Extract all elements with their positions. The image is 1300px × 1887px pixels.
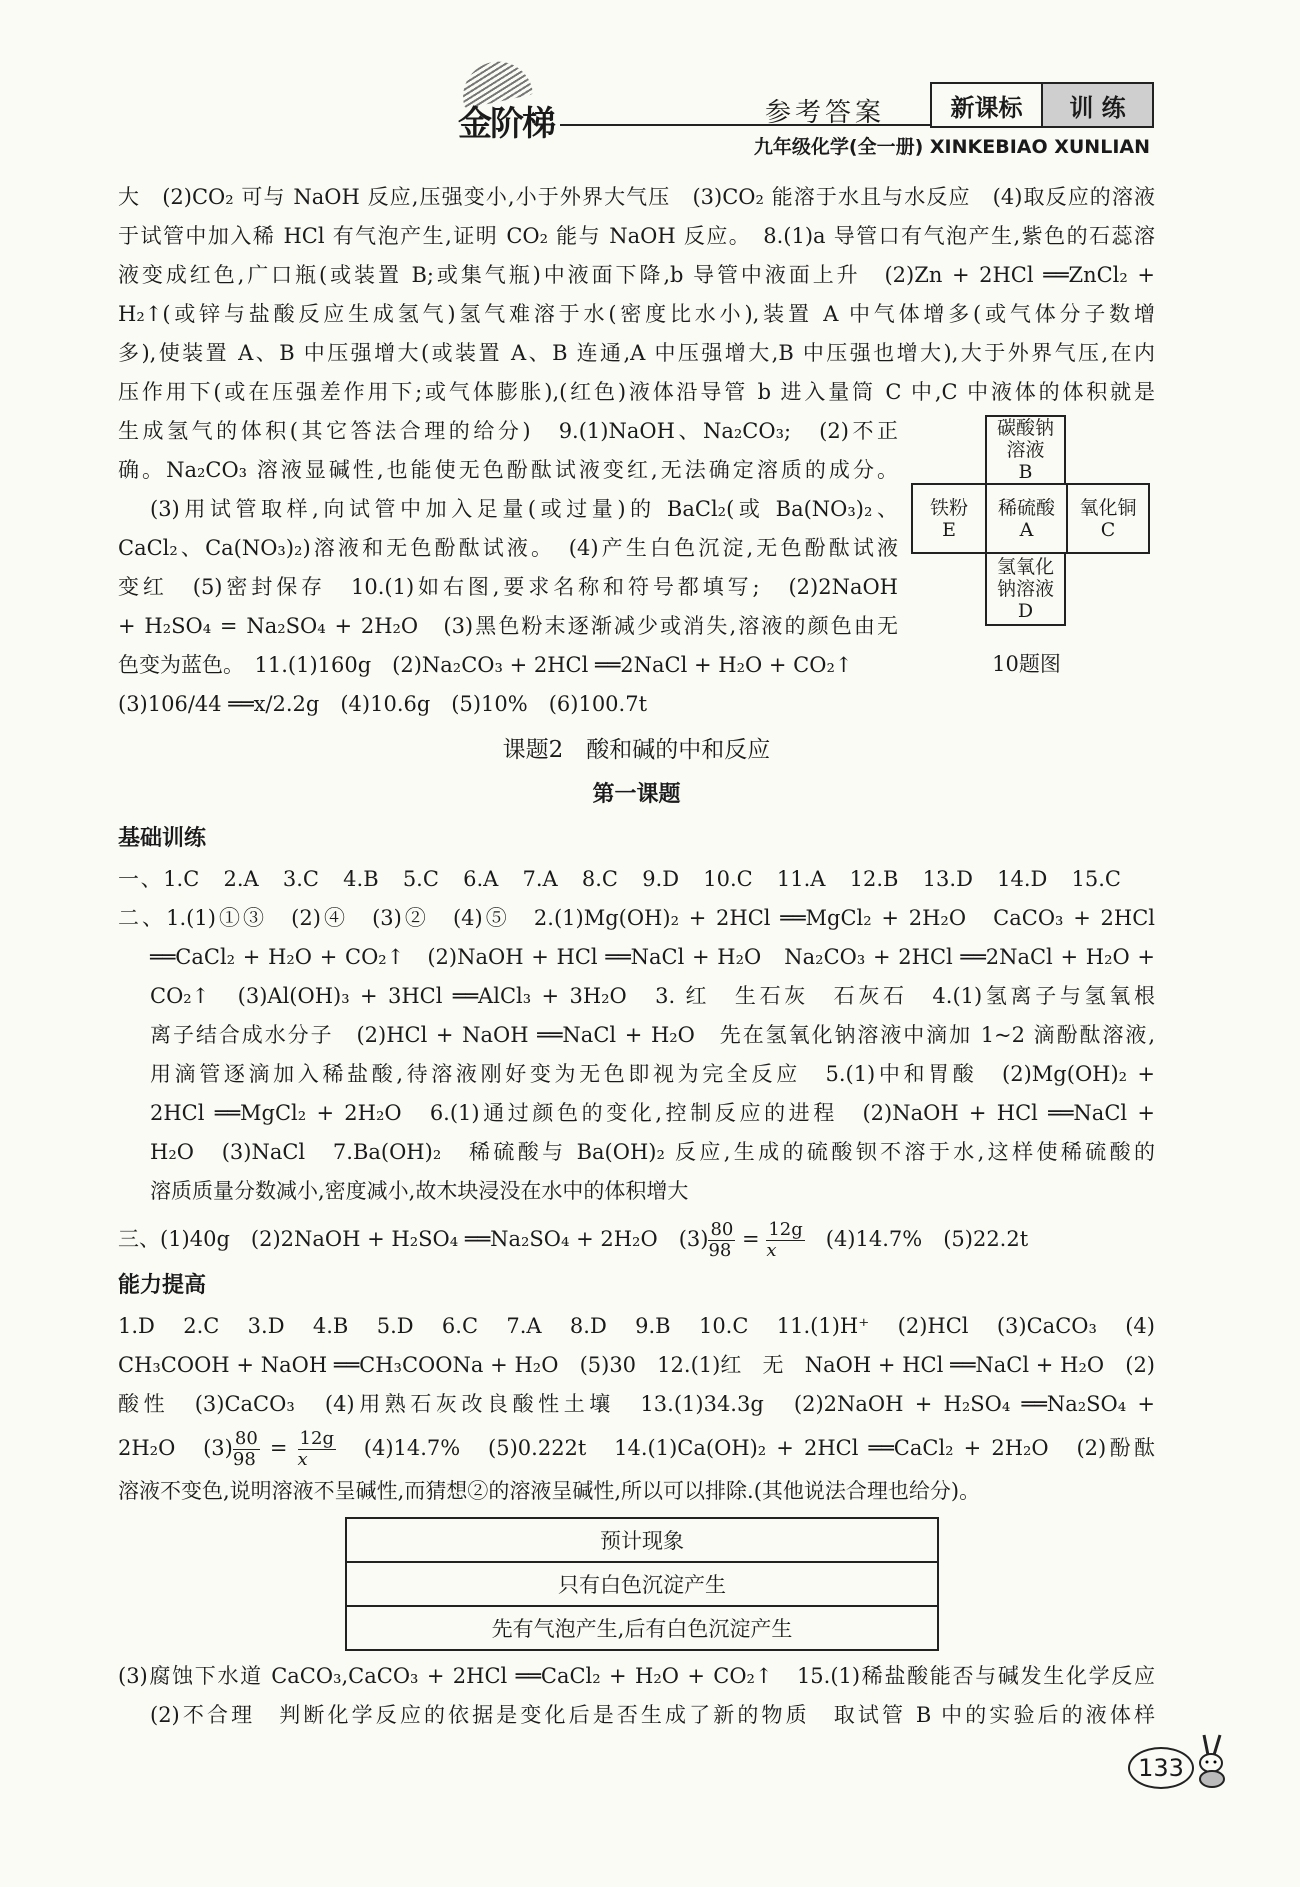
advanced-heading: 能力提高 [118,1272,207,1298]
text-line: 色变为蓝色。 11.(1)160g (2)Na₂CO₃ + 2HCl ══2NaCl + H₂O + CO₂↑ [118,653,853,677]
text-line: 溶质质量分数减小,密度减小,故木块浸没在水中的体积增大 [150,1179,689,1203]
numerator: 80 [234,1428,258,1449]
box-symbol: A [1019,518,1034,541]
text-line: 多),使装置 A、B 中压强增大(或装置 A、B 连通,A 中压强增大,B 中压强也增大),大于外界气压,在内 [118,341,1155,365]
text-line: (3)腐蚀下水道 CaCO₃,CaCO₃ + 2HCl ══CaCl₂ + H₂O + CO₂↑ 15.(1)稀盐酸能否与碱发生化学反应 [118,1664,1155,1688]
advanced-section [118,1263,1155,1735]
answer-label: 参考答案 [765,98,886,128]
text-segment: (4)14.7% (5)22.2t [804,1227,1029,1251]
text-line: 酸性 (3)CaCO₃ (4)用熟石灰改良酸性土壤 13.(1)34.3g (2)2NaOH + H₂SO₄ ══Na₂SO₄ + [118,1392,1155,1416]
denominator: x [766,1240,777,1261]
text-line-fraction [118,1424,1155,1472]
fraction [708,1220,735,1261]
badge-right: 训 练 [1041,84,1152,126]
fraction [766,1220,804,1261]
box-label: 钠溶液 [996,578,1054,600]
table-row: 只有白色沉淀产生 [346,1562,938,1606]
text-line: (3)用试管取样,向试管中加入足量(或过量)的 BaCl₂(或 Ba(NO₃)₂、 [150,497,898,521]
text-line: 于试管中加入稀 HCl 有气泡产生,证明 CO₂ 能与 NaOH 反应。 8.(1)a 导管口有气泡产生,紫色的石蕊溶 [118,224,1155,248]
subtitle: 九年级化学(全一册) XINKEBIAO XUNLIAN [753,136,1150,158]
text-line: 确。Na₂CO₃ 溶液显碱性,也能使无色酚酞试液变红,无法确定溶质的成分。 [118,458,898,482]
rabbit-mascot-icon [1194,1733,1230,1788]
badge-left: 新课标 [950,92,1023,122]
diagram-caption: 10题图 [992,652,1061,676]
box-symbol: C [1100,518,1116,541]
text-line: 一、1.C 2.A 3.C 4.B 5.C 6.A 7.A 8.C 9.D 10.C 11.A 12.B 13.D 14.D 15.C [118,867,1121,891]
denominator: 98 [232,1449,256,1470]
table-row: 先有气泡产生,后有白色沉淀产生 [346,1606,938,1650]
text-segment: 三、(1)40g (2)2NaOH + H₂SO₄ ══Na₂SO₄ + 2H₂O (3) [118,1227,709,1251]
box-label: 稀硫酸 [997,496,1055,519]
box-symbol: E [942,518,956,541]
text-line: 液变成红色,广口瓶(或装置 B;或集气瓶)中液面下降,b 导管中液面上升 (2)Zn + 2HCl ══ZnCl₂ + [118,263,1155,287]
numerator: 12g [299,1428,334,1449]
text-line: CO₂↑ (3)Al(OH)₃ + 3HCl ══AlCl₃ + 3H₂O 3. 红 生石灰 石灰石 4.(1)氢离子与氢氧根 [150,984,1155,1008]
fraction [298,1429,336,1470]
numerator: 12g [768,1219,803,1240]
logo-text: 金阶梯 [458,104,554,144]
text-line: 1.D 2.C 3.D 4.B 5.D 6.C 7.A 8.D 9.B 10.C 11.(1)H⁺ (2)HCl (3)CaCO₃ (4) [118,1314,1155,1338]
box-label: 碳酸钠 [996,417,1054,439]
text-line: CaCl₂、Ca(NO₃)₂)溶液和无色酚酞试液。 (4)产生白色沉淀,无色酚酞试液 [118,536,898,560]
basic-training [118,816,1155,1263]
text-line: (3)106/44 ══x/2.2g (4)10.6g (5)10% (6)100.7t [118,692,648,716]
box-label: 铁粉 [929,496,968,519]
section-subtitle: 第一课题 [592,781,681,807]
box-label: 氢氧化 [996,556,1054,578]
denominator: 98 [708,1240,732,1261]
text-line: H₂↑(或锌与盐酸反应生成氢气)氢气难溶于水(密度比水小),装置 A 中气体增多(或气体分子数增 [118,302,1155,326]
text-line: 溶液不变色,说明溶液不呈碱性,而猜想②的溶液呈碱性,所以可以排除.(其他说法合理也给分)。 [118,1479,981,1503]
box-label: 氧化铜 [1079,496,1137,519]
text-line: 大 (2)CO₂ 可与 NaOH 反应,压强变小,小于外界大气压 (3)CO₂ 能溶于水且与水反应 (4)取反应的溶液 [118,185,1155,209]
text-line: 2HCl ══MgCl₂ + 2H₂O 6.(1)通过颜色的变化,控制反应的进程 (2)NaOH + HCl ══NaCl + [150,1101,1155,1125]
text-line: 用滴管逐滴加入稀盐酸,待溶液刚好变为无色即视为完全反应 5.(1)中和胃酸 (2)Mg(OH)₂ + [150,1062,1155,1086]
page-number: 133 [1128,1747,1194,1789]
text-line: 二、1.(1)①③ (2)④ (3)② (4)⑤ 2.(1)Mg(OH)₂ + 2HCl ══MgCl₂ + 2H₂O CaCO₃ + 2HCl [118,906,1155,930]
text-segment: (4)14.7% (5)0.222t 14.(1)Ca(OH)₂ + 2HCl ══CaCl₂ + 2H₂O (2)酚酞 [335,1436,1156,1460]
box-symbol: B [1018,461,1033,483]
section-title: 课题2 酸和碱的中和反应 [502,737,771,763]
page-content [118,0,1184,1841]
text-line: + H₂SO₄ = Na₂SO₄ + 2H₂O (3)黑色粉末逐渐减少或消失,溶液的颜色由无 [118,614,898,638]
text-line-fraction [118,1215,1155,1263]
denominator: x [297,1449,308,1470]
text-line: 离子结合成水分子 (2)HCl + NaOH ══NaCl + H₂O 先在氢氧化钠溶液中滴加 1~2 滴酚酞溶液, [150,1023,1155,1047]
numerator: 80 [710,1219,734,1240]
answer-block-part1 [118,178,1155,724]
text-line: 生成氢气的体积(其它答法合理的给分) 9.(1)NaOH、Na₂CO₃; (2)不正 [118,419,898,443]
table-header: 预计现象 [346,1518,938,1562]
equals: = [735,1227,767,1251]
text-segment: 2H₂O (3) [118,1436,233,1460]
basic-heading: 基础训练 [118,825,207,851]
text-line: 压作用下(或在压强差作用下;或气体膨胀),(红色)液体沿导管 b 进入量筒 C 中,C 中液体的体积就是 [118,380,1155,404]
fraction [233,1429,260,1470]
box-symbol: D [1017,600,1034,622]
text-line: ══CaCl₂ + H₂O + CO₂↑ (2)NaOH + HCl ══NaCl + H₂O Na₂CO₃ + 2HCl ══2NaCl + H₂O + [150,945,1155,969]
equals: = [259,1436,298,1460]
text-line: (2)不合理 判断化学反应的依据是变化后是否生成了新的物质 取试管 B 中的实验后的液体样 [150,1703,1155,1727]
text-line: H₂O (3)NaCl 7.Ba(OH)₂ 稀硫酸与 Ba(OH)₂ 反应,生成的硫酸钡不溶于水,这样使稀硫酸的 [150,1140,1155,1164]
expected-phenomena-table [345,1517,939,1651]
page-footer [118,1741,1184,1801]
text-line: 变红 (5)密封保存 10.(1)如右图,要求名称和符号都填写; (2)2NaOH [118,575,898,599]
box-label: 溶液 [1006,439,1045,461]
text-line: CH₃COOH + NaOH ══CH₃COONa + H₂O (5)30 12.(1)红 无 NaOH + HCl ══NaCl + H₂O (2) [118,1353,1155,1377]
